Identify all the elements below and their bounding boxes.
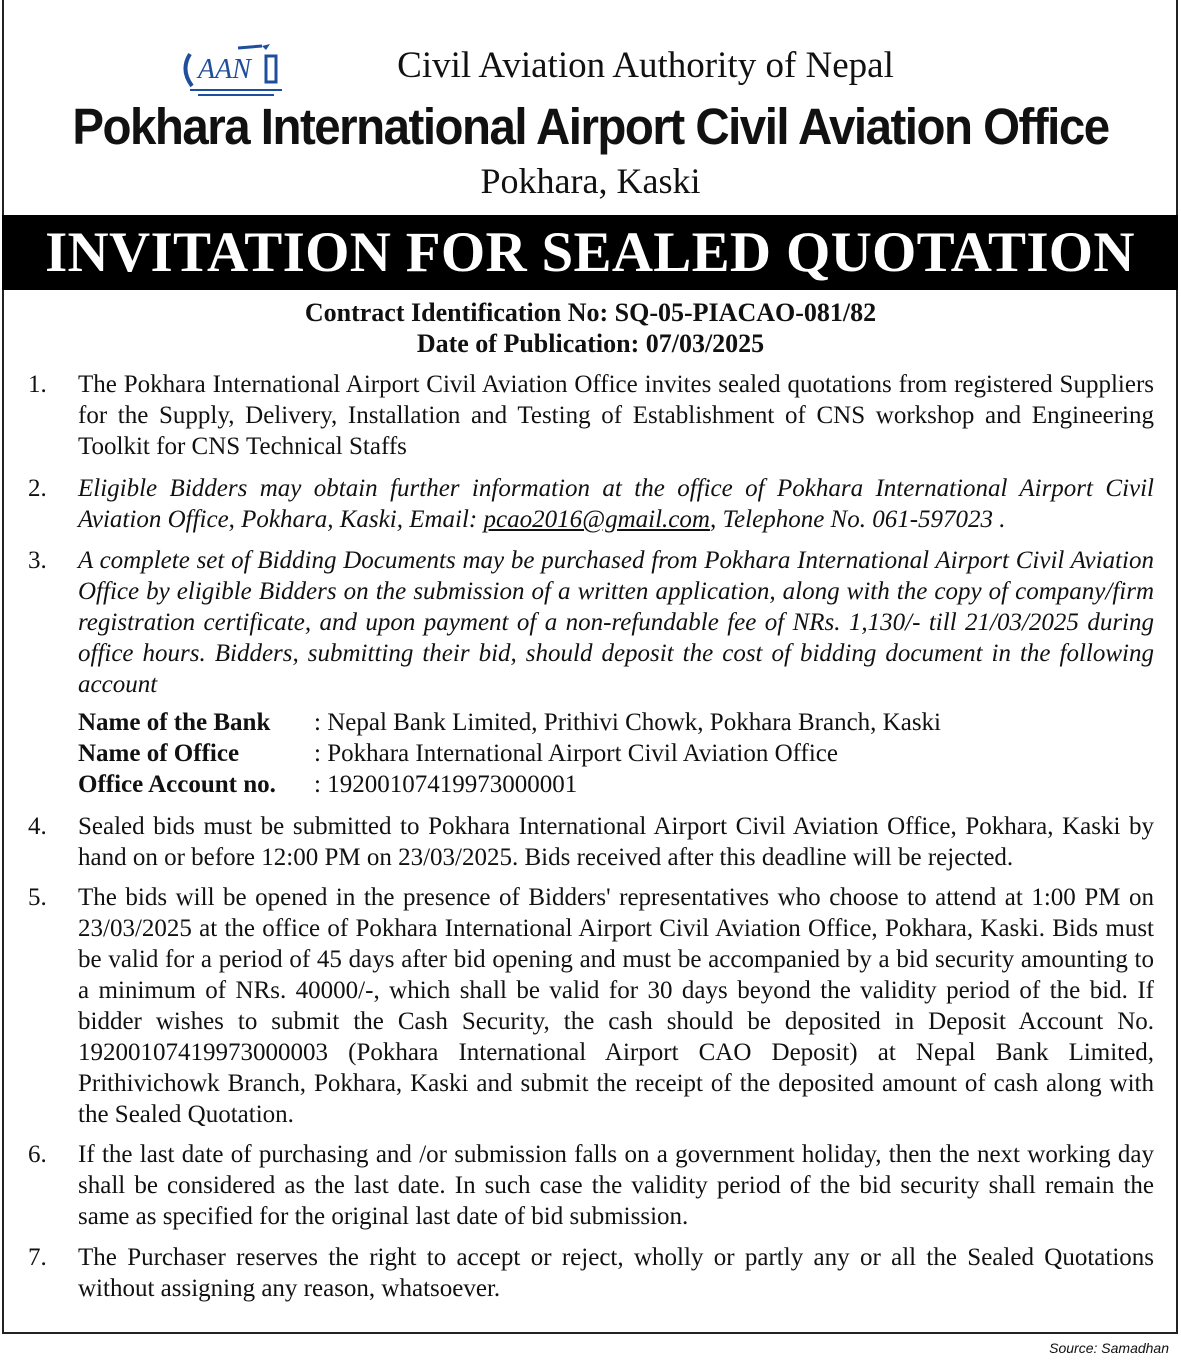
bank-row <box>78 738 941 769</box>
authority-name: Civil Aviation Authority of Nepal <box>397 45 894 86</box>
notice-title: INVITATION FOR SEALED QUOTATION <box>2 215 1178 290</box>
source-credit: Source: Samadhan <box>1049 1340 1169 1356</box>
notice-header <box>0 0 1181 215</box>
clause-number: 6. <box>28 1141 47 1168</box>
office-name: Pokhara International Airport Civil Aviation Office <box>72 98 1109 155</box>
clause-text: The Purchaser reserves the right to accept or reject, wholly or partly any or all the Sealed Quotations without assigning any reason, whatsoever. <box>78 1244 1154 1302</box>
bank-row <box>78 769 941 800</box>
clause-number: 4. <box>28 813 47 840</box>
clause-text-part: Eligible Bidders may obtain further information at the office of Pokhara International Airport Civil Aviation Office, Pokhara, Kaski, Email: <box>78 475 1154 533</box>
bank-value: : Pokhara International Airport Civil Aviation Office <box>314 740 838 767</box>
bank-label: Name of the Bank <box>78 709 271 736</box>
bank-label: Office Account no. <box>78 771 276 798</box>
office-location: Pokhara, Kaski <box>480 161 701 201</box>
clause-text: Sealed bids must be submitted to Pokhara International Airport Civil Aviation Office, Pokhara, Kaski by hand on or before 12:00 PM on 23/03/2025. Bids received after this deadline will be rejected. <box>78 813 1154 871</box>
bank-value: : 19200107419973000001 <box>314 771 578 798</box>
clause-text: If the last date of purchasing and /or submission falls on a government holiday, then the next working day shall be considered as the last date. In such case the validity period of the bid security shall remain the same as specified for the original last date of bid submission. <box>78 1141 1154 1230</box>
clause-text: The bids will be opened in the presence of Bidders' representatives who choose to attend at 1:00 PM on 23/03/2025 at the office of Pokhara International Airport Civil Aviation Office, Pokhara, Kaski. Bids must be valid for a period of 45 days after bid opening and must be accompanied by a bid security amounting to a minimum of NRs. 40000/-, which shall be valid for 30 days beyond the validity period of the bid. If bidder wishes to submit the Cash Security, the cash should be deposited in Deposit Account No. 19200107419973000003 (Pokhara International Airport CAO Deposit) at Nepal Bank Limited, Prithivichowk Branch, Pokhara, Kaski and submit the receipt of the deposited amount of cash along with the Sealed Quotation. <box>78 884 1154 1128</box>
clause-number: 1. <box>28 371 47 398</box>
publication-date: Date of Publication: 07/03/2025 <box>416 329 765 358</box>
clause-number: 3. <box>28 547 47 574</box>
email-link[interactable]: pcao2016@gmail.com <box>483 506 710 533</box>
clause-text: The Pokhara International Airport Civil Aviation Office invites sealed quotations from registered Suppliers for the Supply, Delivery, Installation and Testing of Establishment of CNS workshop and Engineering Toolkit for CNS Technical Staffs <box>78 371 1154 460</box>
bank-details <box>78 707 941 800</box>
clause-number: 2. <box>28 475 47 502</box>
bank-row <box>78 707 941 738</box>
clause-text: A complete set of Bidding Documents may be purchased from Pokhara International Airport Civil Aviation Office by eligible Bidders on the submission of a written application, along with the copy of company/firm registration certificate, and upon payment of a non-refundable fee of NRs. 1,130/- till 21/03/2025 during office hours. Bidders, submitting their bid, should deposit the cost of bidding document in the following account <box>78 547 1154 698</box>
bank-value: : Nepal Bank Limited, Prithivi Chowk, Pokhara Branch, Kaski <box>314 709 941 736</box>
logo-lettering: AAN <box>198 54 251 85</box>
clause-text-part: , Telephone No. 061-597023 . <box>709 506 1006 533</box>
clause-number: 5. <box>28 884 47 911</box>
clause-number: 7. <box>28 1244 47 1271</box>
contract-id: Contract Identification No: SQ-05-PIACAO-081/82 <box>304 298 877 327</box>
bank-label: Name of Office <box>78 740 240 767</box>
clause-text <box>78 473 1154 535</box>
